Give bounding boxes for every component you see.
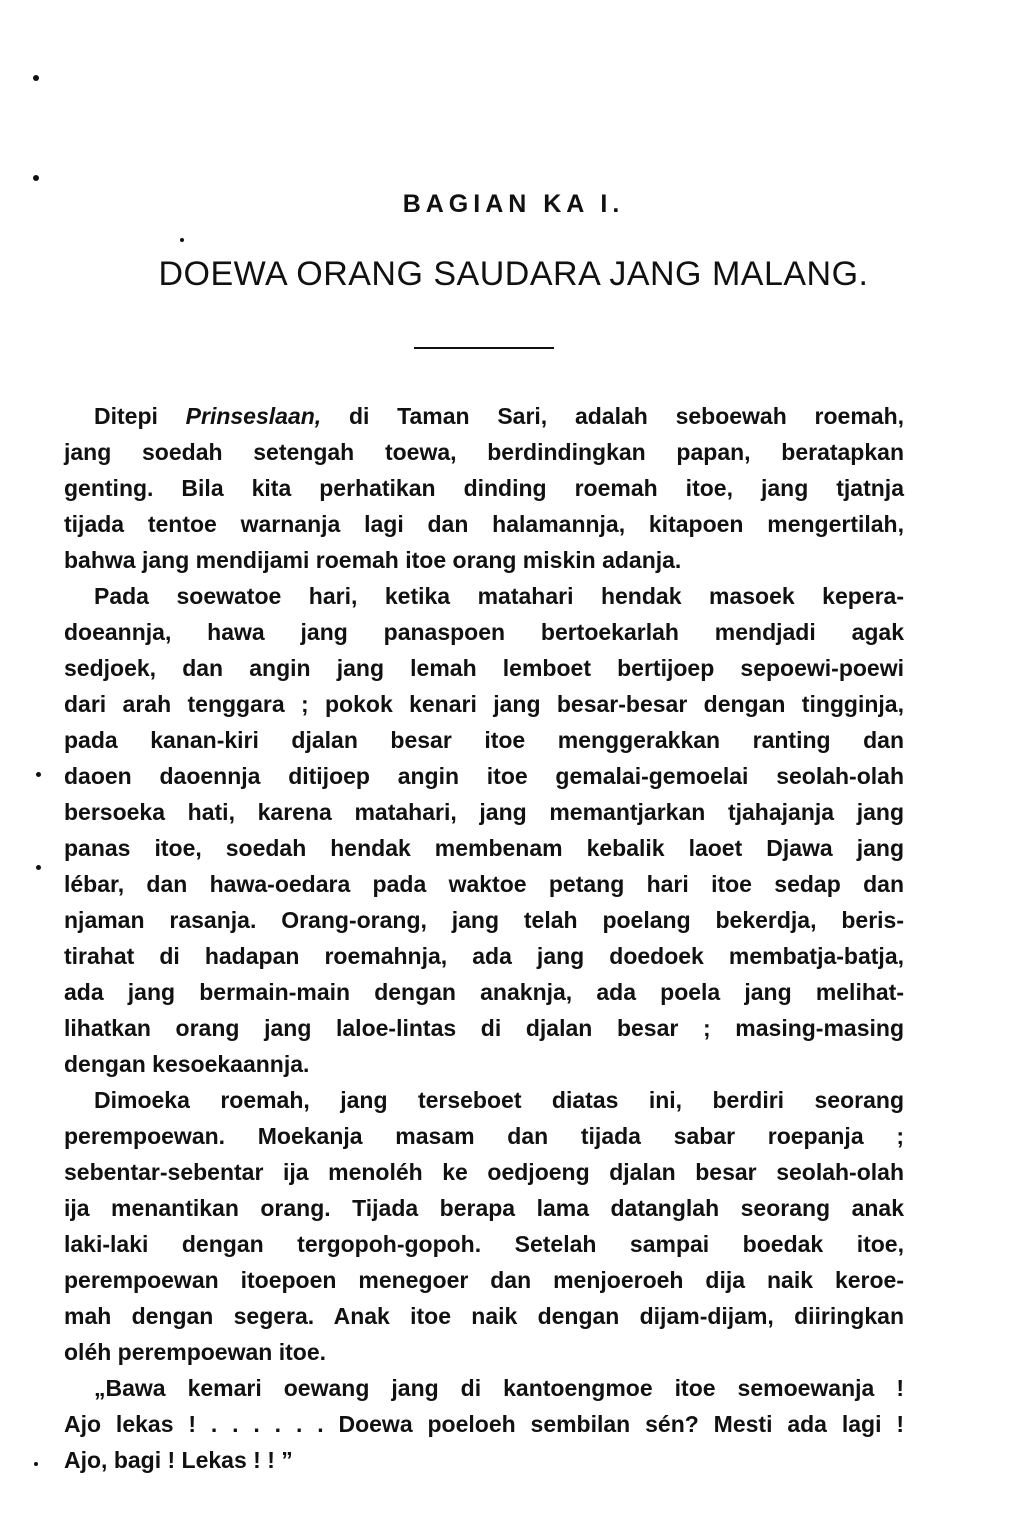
text-line: pada kanan-kiri djalan besar itoe menggerakkan ranting dan bbox=[64, 727, 904, 753]
text-line: tirahat di hadapan roemahnja, ada jang doedoek membatja-batja, bbox=[64, 943, 904, 969]
text-line: genting. Bila kita perhatikan dinding roemah itoe, jang tjatnja bbox=[64, 475, 904, 501]
text-line: mah dengan segera. Anak itoe naik dengan dijam-dijam, diiringkan bbox=[64, 1303, 904, 1329]
text-line: doeannja, hawa jang panaspoen bertoekarlah mendjadi agak bbox=[64, 619, 904, 645]
text-line: tijada tentoe warnanja lagi dan halamannja, kitapoen mengertilah, bbox=[64, 511, 904, 537]
text-line: Ajo, bagi ! Lekas ! ! ” bbox=[64, 1447, 293, 1473]
text-line: oléh perempoewan itoe. bbox=[64, 1339, 326, 1365]
title-divider bbox=[414, 347, 554, 349]
text-line: perempoewan. Moekanja masam dan tijada sabar roepanja ; bbox=[64, 1123, 904, 1149]
text-line bbox=[94, 398, 904, 434]
text-line: sedjoek, dan angin jang lemah lemboet bertijoep sepoewi-poewi bbox=[64, 655, 904, 681]
text-run: Ditepi bbox=[94, 403, 186, 429]
scan-speck bbox=[33, 175, 39, 181]
text-line: dengan kesoekaannja. bbox=[64, 1051, 310, 1077]
text-line: „Bawa kemari oewang jang di kantoengmoe itoe semoewanja ! bbox=[94, 1375, 904, 1401]
text-line: lébar, dan hawa-oedara pada waktoe petang hari itoe sedap dan bbox=[64, 871, 904, 897]
text-line: perempoewan itoepoen menegoer dan menjoeroeh dija naik keroe- bbox=[64, 1267, 904, 1293]
text-line: njaman rasanja. Orang-orang, jang telah poelang bekerdja, beris- bbox=[64, 907, 904, 933]
scan-speck bbox=[36, 865, 41, 870]
scan-speck bbox=[34, 1462, 38, 1466]
chapter-title: DOEWA ORANG SAUDARA JANG MALANG. bbox=[158, 255, 869, 293]
chapter-label: BAGIAN KA I. bbox=[402, 190, 625, 218]
text-line: ija menantikan orang. Tijada berapa lama datanglah seorang anak bbox=[64, 1195, 904, 1221]
text-line: jang soedah setengah toewa, berdindingkan papan, beratapkan bbox=[64, 439, 904, 465]
street-name-italic: Prinseslaan, bbox=[185, 403, 322, 429]
text-line: daoen daoennja ditijoep angin itoe gemalai-gemoelai seolah-olah bbox=[64, 763, 904, 789]
text-line: lihatkan orang jang laloe-lintas di djalan besar ; masing-masing bbox=[64, 1015, 904, 1041]
text-line: Ajo lekas ! . . . . . . Doewa poeloeh sembilan sén? Mesti ada lagi ! bbox=[64, 1411, 904, 1437]
text-line: ada jang bermain-main dengan anaknja, ada poela jang melihat- bbox=[64, 979, 904, 1005]
text-line: bersoeka hati, karena matahari, jang memantjarkan tjahajanja jang bbox=[64, 799, 904, 825]
text-line: Dimoeka roemah, jang terseboet diatas ini, berdiri seorang bbox=[94, 1087, 904, 1113]
text-line: bahwa jang mendijami roemah itoe orang miskin adanja. bbox=[64, 547, 682, 573]
text-line: sebentar-sebentar ija menoléh ke oedjoeng djalan besar seolah-olah bbox=[64, 1159, 904, 1185]
scan-speck bbox=[180, 238, 184, 242]
text-line: dari arah tenggara ; pokok kenari jang besar-besar dengan tingginja, bbox=[64, 691, 904, 717]
text-line: Pada soewatoe hari, ketika matahari hendak masoek kepera- bbox=[94, 583, 904, 609]
text-line: laki-laki dengan tergopoh-gopoh. Setelah sampai boedak itoe, bbox=[64, 1231, 904, 1257]
scan-speck bbox=[36, 772, 41, 777]
text-run: di Taman Sari, adalah seboewah roemah, bbox=[321, 403, 905, 429]
text-line: panas itoe, soedah hendak membenam kebalik laoet Djawa jang bbox=[64, 835, 904, 861]
scan-speck bbox=[33, 75, 39, 81]
